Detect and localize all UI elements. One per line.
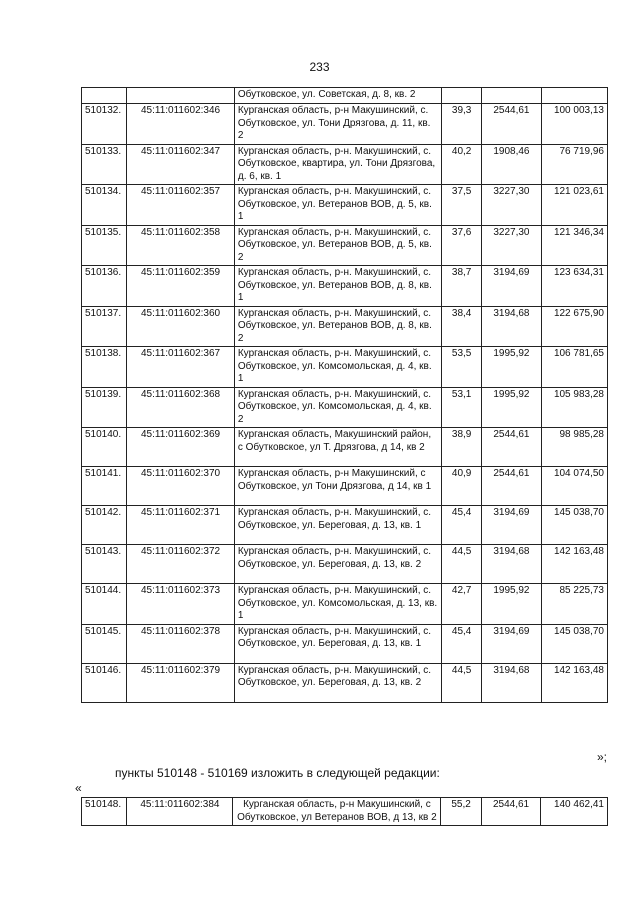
closing-quote-mark: »; xyxy=(597,750,608,764)
property-table xyxy=(81,87,608,703)
cadastral-cell: 45:11:011602:346 xyxy=(127,104,235,145)
address-cell: Курганская область, р-н. Макушинский, с. Обутковское, ул. Береговая, д. 13, кв. 2 xyxy=(234,663,441,702)
cadastral-cell: 45:11:011602:368 xyxy=(127,387,235,428)
table-row xyxy=(82,545,608,584)
address-cell: Курганская область, р-н. Макушинский, с. Обутковское, ул. Ветеранов ВОВ, д. 5, кв. 2 xyxy=(234,225,441,266)
total-cell: 142 163,48 xyxy=(541,663,607,702)
address-cell: Курганская область, р-н. Макушинский, с. Обутковское, квартира, ул. Тони Дрязгова, д. 6, кв. 1 xyxy=(234,144,441,185)
price-cell: 3194,69 xyxy=(482,506,541,545)
area-cell: 38,4 xyxy=(442,306,482,347)
table-row xyxy=(82,584,608,625)
area-cell: 38,9 xyxy=(442,428,482,467)
number-cell: 510139. xyxy=(82,387,127,428)
total-cell xyxy=(541,88,607,104)
address-cell: Курганская область, р-н. Макушинский, с. Обутковское, ул. Ветеранов ВОВ, д. 8, кв. 2 xyxy=(234,306,441,347)
total-cell: 100 003,13 xyxy=(541,104,607,145)
address-cell: Курганская область, р-н. Макушинский, с. Обутковское, ул. Береговая, д. 13, кв. 1 xyxy=(234,624,441,663)
number-cell: 510134. xyxy=(82,185,127,226)
continuation-row xyxy=(82,88,608,104)
table-row xyxy=(82,266,608,307)
area-cell: 38,7 xyxy=(442,266,482,307)
price-cell: 2544,61 xyxy=(482,104,541,145)
number-cell: 510143. xyxy=(82,545,127,584)
address-cell: Курганская область, р-н Макушинский, с. Обутковское, ул. Тони Дрязгова, д. 11, кв. 2 xyxy=(234,104,441,145)
address-cell: Курганская область, р-н. Макушинский, с. Обутковское, ул. Ветеранов ВОВ, д. 5, кв. 1 xyxy=(234,185,441,226)
area-cell: 45,4 xyxy=(442,624,482,663)
number-cell: 510135. xyxy=(82,225,127,266)
area-cell: 37,6 xyxy=(442,225,482,266)
number-cell: 510136. xyxy=(82,266,127,307)
area-cell: 45,4 xyxy=(442,506,482,545)
price-cell: 1995,92 xyxy=(482,584,541,625)
price-cell: 3227,30 xyxy=(482,185,541,226)
cadastral-cell xyxy=(127,88,235,104)
total-cell: 121 023,61 xyxy=(541,185,607,226)
total-cell: 140 462,41 xyxy=(541,798,608,826)
table-row xyxy=(82,387,608,428)
table-row xyxy=(82,624,608,663)
table-row xyxy=(82,104,608,145)
cadastral-cell: 45:11:011602:358 xyxy=(127,225,235,266)
price-cell: 2544,61 xyxy=(482,428,541,467)
price-cell: 2544,61 xyxy=(482,467,541,506)
price-cell: 2544,61 xyxy=(481,798,541,826)
number-cell: 510146. xyxy=(82,663,127,702)
price-cell xyxy=(482,88,541,104)
cadastral-cell: 45:11:011602:359 xyxy=(127,266,235,307)
number-cell: 510148. xyxy=(82,798,127,826)
address-cell: Курганская область, Макушинский район, с Обутковское, ул Т. Дрязгова, д 14, кв 2 xyxy=(234,428,441,467)
total-cell: 98 985,28 xyxy=(541,428,607,467)
total-cell: 76 719,96 xyxy=(541,144,607,185)
address-cell: Курганская область, р-н. Макушинский, с. Обутковское, ул. Береговая, д. 13, кв. 2 xyxy=(234,545,441,584)
total-cell: 122 675,90 xyxy=(541,306,607,347)
number-cell xyxy=(82,88,127,104)
number-cell: 510132. xyxy=(82,104,127,145)
area-cell: 44,5 xyxy=(442,663,482,702)
address-cell: Курганская область, р-н. Макушинский, с. Обутковское, ул. Ветеранов ВОВ, д. 8, кв. 1 xyxy=(234,266,441,307)
address-cell: Курганская область, р-н. Макушинский, с. Обутковское, ул. Комсомольская, д. 13, кв. 1 xyxy=(234,584,441,625)
table-row xyxy=(82,306,608,347)
total-cell: 145 038,70 xyxy=(541,506,607,545)
area-cell: 40,2 xyxy=(442,144,482,185)
new-edition-table xyxy=(81,797,608,826)
total-cell: 105 983,28 xyxy=(541,387,607,428)
price-cell: 1995,92 xyxy=(482,387,541,428)
opening-quote-mark: « xyxy=(75,781,82,795)
cadastral-cell: 45:11:011602:378 xyxy=(127,624,235,663)
table-row xyxy=(82,225,608,266)
number-cell: 510142. xyxy=(82,506,127,545)
cadastral-cell: 45:11:011602:379 xyxy=(127,663,235,702)
table-row xyxy=(82,185,608,226)
area-cell: 53,5 xyxy=(442,347,482,388)
number-cell: 510138. xyxy=(82,347,127,388)
number-cell: 510145. xyxy=(82,624,127,663)
area-cell: 40,9 xyxy=(442,467,482,506)
table-row xyxy=(82,428,608,467)
cadastral-cell: 45:11:011602:347 xyxy=(127,144,235,185)
number-cell: 510144. xyxy=(82,584,127,625)
total-cell: 145 038,70 xyxy=(541,624,607,663)
total-cell: 104 074,50 xyxy=(541,467,607,506)
price-cell: 1908,46 xyxy=(482,144,541,185)
cadastral-cell: 45:11:011602:371 xyxy=(127,506,235,545)
table-row xyxy=(82,347,608,388)
table-row xyxy=(82,506,608,545)
amendment-instruction: пункты 510148 - 510169 изложить в следующей редакции: xyxy=(115,766,440,780)
table-row xyxy=(82,663,608,702)
number-cell: 510133. xyxy=(82,144,127,185)
price-cell: 3194,68 xyxy=(482,306,541,347)
cadastral-cell: 45:11:011602:360 xyxy=(127,306,235,347)
total-cell: 123 634,31 xyxy=(541,266,607,307)
area-cell: 53,1 xyxy=(442,387,482,428)
address-cell: Обутковское, ул. Советская, д. 8, кв. 2 xyxy=(234,88,441,104)
area-cell: 44,5 xyxy=(442,545,482,584)
price-cell: 3194,69 xyxy=(482,266,541,307)
table-row xyxy=(82,467,608,506)
cadastral-cell: 45:11:011602:357 xyxy=(127,185,235,226)
price-cell: 1995,92 xyxy=(482,347,541,388)
cadastral-cell: 45:11:011602:384 xyxy=(127,798,233,826)
cadastral-cell: 45:11:011602:367 xyxy=(127,347,235,388)
total-cell: 142 163,48 xyxy=(541,545,607,584)
area-cell xyxy=(442,88,482,104)
cadastral-cell: 45:11:011602:372 xyxy=(127,545,235,584)
area-cell: 42,7 xyxy=(442,584,482,625)
address-cell: Курганская область, р-н. Макушинский, с. Обутковское, ул. Комсомольская, д. 4, кв. 1 xyxy=(234,347,441,388)
price-cell: 3194,68 xyxy=(482,663,541,702)
address-cell: Курганская область, р-н Макушинский, с Обутковское, ул Ветеранов ВОВ, д 13, кв 2 xyxy=(233,798,441,826)
area-cell: 39,3 xyxy=(442,104,482,145)
price-cell: 3227,30 xyxy=(482,225,541,266)
address-cell: Курганская область, р-н. Макушинский, с. Обутковское, ул. Береговая, д. 13, кв. 1 xyxy=(234,506,441,545)
price-cell: 3194,68 xyxy=(482,545,541,584)
page-number: 233 xyxy=(309,60,330,74)
cadastral-cell: 45:11:011602:370 xyxy=(127,467,235,506)
price-cell: 3194,69 xyxy=(482,624,541,663)
table-row xyxy=(82,798,608,826)
total-cell: 106 781,65 xyxy=(541,347,607,388)
number-cell: 510141. xyxy=(82,467,127,506)
total-cell: 85 225,73 xyxy=(541,584,607,625)
area-cell: 55,2 xyxy=(441,798,481,826)
cadastral-cell: 45:11:011602:373 xyxy=(127,584,235,625)
address-cell: Курганская область, р-н Макушинский, с Обутковское, ул Тони Дрязгова, д 14, кв 1 xyxy=(234,467,441,506)
cadastral-cell: 45:11:011602:369 xyxy=(127,428,235,467)
address-cell: Курганская область, р-н. Макушинский, с. Обутковское, ул. Комсомольская, д. 4, кв. 2 xyxy=(234,387,441,428)
total-cell: 121 346,34 xyxy=(541,225,607,266)
area-cell: 37,5 xyxy=(442,185,482,226)
table-row xyxy=(82,144,608,185)
number-cell: 510137. xyxy=(82,306,127,347)
number-cell: 510140. xyxy=(82,428,127,467)
